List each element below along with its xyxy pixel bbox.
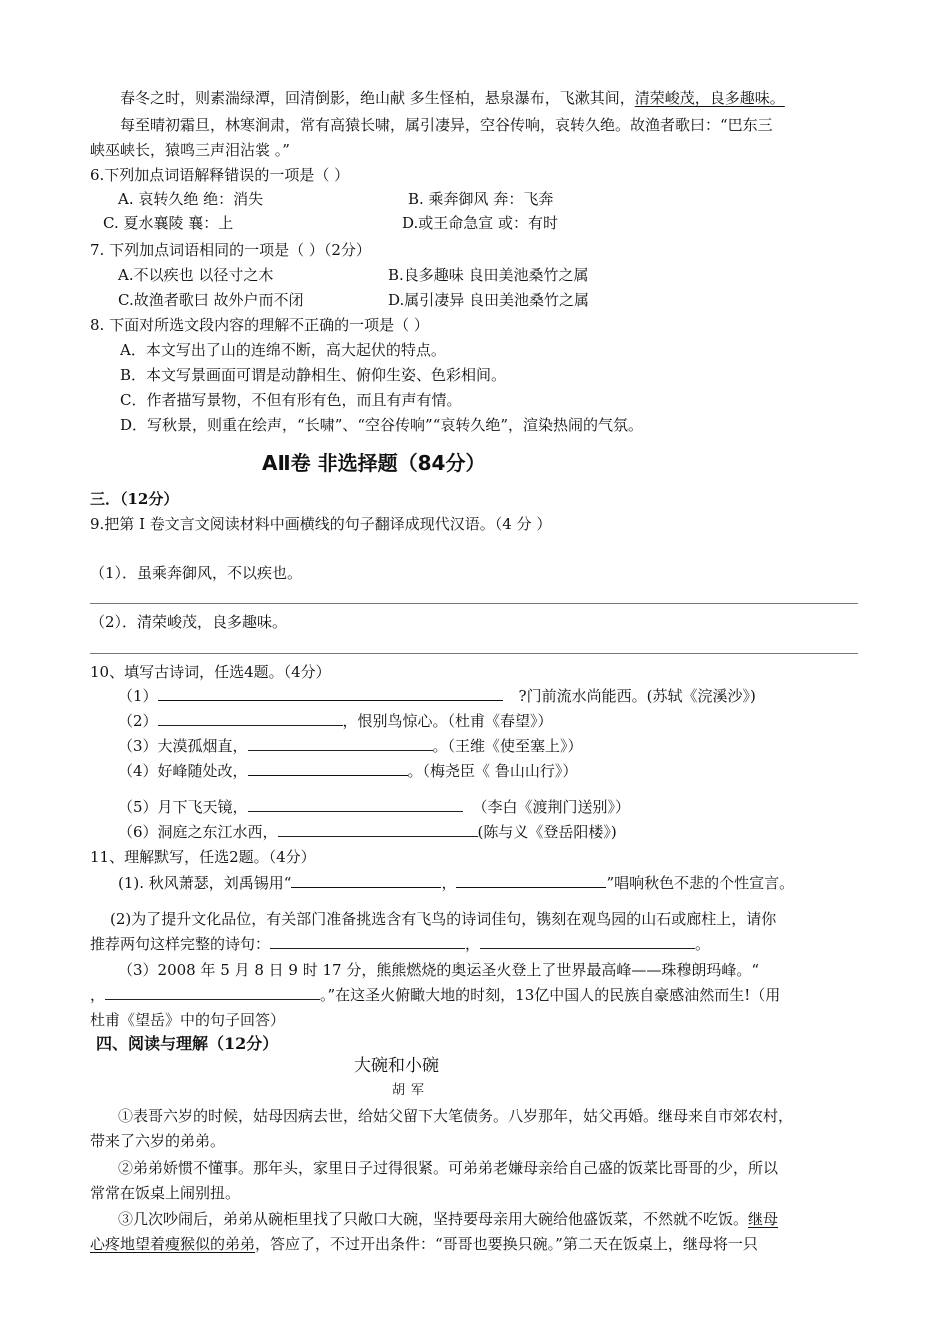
- q7-option-c: C.故渔者歌曰 故外户而不闭: [118, 291, 304, 309]
- q8-option-a: A．本文写出了山的连绵不断，高大起伏的特点。: [120, 341, 446, 359]
- passage-line-3: 峡巫峡长，猿鸣三声泪沾裳 。”: [90, 141, 290, 159]
- q11-stem: 11、理解默写，任选2题。（4分）: [90, 848, 316, 866]
- section3-heading: 三．（12分）: [90, 490, 179, 508]
- underlined-sentence: 清荣峻茂，良多趣味。: [634, 89, 785, 107]
- q6-stem: 6.下列加点词语解释错误的一项是（ ）: [90, 166, 350, 184]
- fill-blank[interactable]: [158, 711, 343, 726]
- underlined-phrase: 继母: [748, 1210, 779, 1228]
- q7-option-a: A.不以疾也 以径寸之木: [118, 266, 274, 284]
- q10-item-5: （5）月下飞天镜， （李白《渡荆门送别》）: [118, 798, 631, 816]
- q11-item-3-line3: 杜甫《望岳》中的句子回答）: [90, 1011, 286, 1029]
- q7-option-b: B.良多趣味 良田美池桑竹之属: [388, 266, 589, 284]
- passage-line-1: 春冬之时，则素湍绿潭，回清倒影，绝山献 多生怪柏，悬泉瀑布，飞漱其间，清荣峻茂，良多趣味。: [120, 89, 785, 107]
- q6-option-d: D.或王命急宣 或：有时: [402, 214, 559, 232]
- underlined-phrase: 心疼地望着瘦猴似的弟弟: [90, 1235, 256, 1253]
- fill-blank[interactable]: [480, 934, 695, 949]
- q8-option-d: D．写秋景，则重在绘声，“长啸”、“空谷传响”“哀转久绝”，渲染热闹的气氛。: [120, 416, 644, 434]
- q11-item-3-line1: （3）2008 年 5 月 8 日 9 时 17 分，熊熊燃烧的奥运圣火登上了世界最高峰——珠穆朗玛峰。“: [118, 961, 760, 979]
- q11-item-2-line2: 推荐两句这样完整的诗句： ， 。: [90, 935, 711, 953]
- q11-item-2-line1: (2)为了提升文化品位，有关部门准备挑选含有飞鸟的诗词佳句，镌刻在观鸟园的山石或廊柱上，请你: [110, 910, 777, 928]
- q6-option-b: B. 乘奔御风 奔：飞奔: [408, 190, 554, 208]
- para2-line1: ②弟弟娇惯不懂事。那年头，家里日子过得很紧。可弟弟老嫌母亲给自己盛的饭菜比哥哥的少，所以: [118, 1159, 779, 1177]
- fill-blank[interactable]: [248, 797, 463, 812]
- q10-item-1: （1） ?门前流水尚能西。(苏轼《浣溪沙》): [118, 687, 756, 705]
- q8-stem: 8. 下面对所选文段内容的理解不正确的一项是（ ）: [90, 316, 429, 334]
- q8-option-b: B．本文写景画面可谓是动静相生、俯仰生姿、色彩相间。: [120, 366, 507, 384]
- q10-stem: 10、填写古诗词，任选4题。（4分）: [90, 663, 331, 681]
- q11-item-1: (1). 秋风萧瑟，刘禹锡用“ ， ”唱响秋色不悲的个性宣言。: [118, 874, 795, 892]
- q10-item-3: （3）大漠孤烟直， 。（王维《使至塞上》）: [118, 737, 583, 755]
- fill-blank[interactable]: [248, 761, 408, 776]
- para3-line2: 心疼地望着瘦猴似的弟弟，答应了，不过开出条件：“哥哥也要换只碗。”第二天在饭桌上，继母将一只: [90, 1235, 758, 1253]
- q10-item-6: （6）洞庭之东江水西， (陈与义《登岳阳楼》): [118, 823, 617, 841]
- fill-blank[interactable]: [248, 736, 433, 751]
- reading-author: 胡军: [392, 1083, 431, 1098]
- fill-blank[interactable]: [278, 822, 478, 837]
- fill-blank[interactable]: [270, 934, 465, 949]
- q10-item-4: （4）好峰随处改， 。（梅尧臣《 鲁山山行》）: [118, 762, 578, 780]
- para3-line1: ③几次吵闹后，弟弟从碗柜里找了只敞口大碗，坚持要母亲用大碗给他盛饭菜，不然就不吃饭。继母: [118, 1210, 779, 1228]
- answer-line: [90, 603, 858, 604]
- fill-blank[interactable]: [105, 985, 320, 1000]
- section4-heading: 四、阅读与理解（12分）: [96, 1034, 279, 1053]
- para1-line1: ①表哥六岁的时候，姑母因病去世，给姑父留下大笔债务。八岁那年，姑父再婚。继母来自市郊农村，: [118, 1107, 794, 1125]
- q9-item-2: （2）．清荣峻茂，良多趣味。: [90, 613, 288, 631]
- q11-item-3-line2: ， 。”在这圣火俯瞰大地的时刻，13亿中国人的民族自豪感油然而生!（用: [90, 986, 781, 1004]
- fill-blank[interactable]: [158, 686, 503, 701]
- q9-stem: 9.把第 Ⅰ 卷文言文阅读材料中画横线的句子翻译成现代汉语。（4 分 ）: [90, 515, 552, 533]
- q8-option-c: C．作者描写景物，不但有形有色，而且有声有情。: [120, 391, 462, 409]
- q7-option-d: D.属引凄异 良田美池桑竹之属: [388, 291, 590, 309]
- para2-line2: 常常在饭桌上闹别扭。: [90, 1184, 241, 1202]
- q6-option-a: A. 哀转久绝 绝：消失: [118, 190, 264, 208]
- q6-option-c: C. 夏水襄陵 襄：上: [103, 214, 234, 232]
- reading-title: 大碗和小碗: [354, 1056, 439, 1076]
- passage-line-2: 每至晴初霜旦，林寒涧肃，常有高猿长啸，属引凄异，空谷传响，哀转久绝。故渔者歌曰：“巴东三: [120, 116, 773, 134]
- fill-blank[interactable]: [291, 873, 441, 888]
- q7-stem: 7. 下列加点词语相同的一项是（ ）（2分）: [90, 241, 371, 259]
- q9-item-1: （1）．虽乘奔御风，不以疾也。: [90, 564, 303, 582]
- answer-line: [90, 653, 858, 654]
- fill-blank[interactable]: [456, 873, 606, 888]
- para1-line2: 带来了六岁的弟弟。: [90, 1132, 226, 1150]
- section-a2-heading: AⅡ卷 非选择题（84分）: [262, 451, 486, 475]
- q10-item-2: （2） ，恨别鸟惊心。（杜甫《春望》）: [118, 712, 553, 730]
